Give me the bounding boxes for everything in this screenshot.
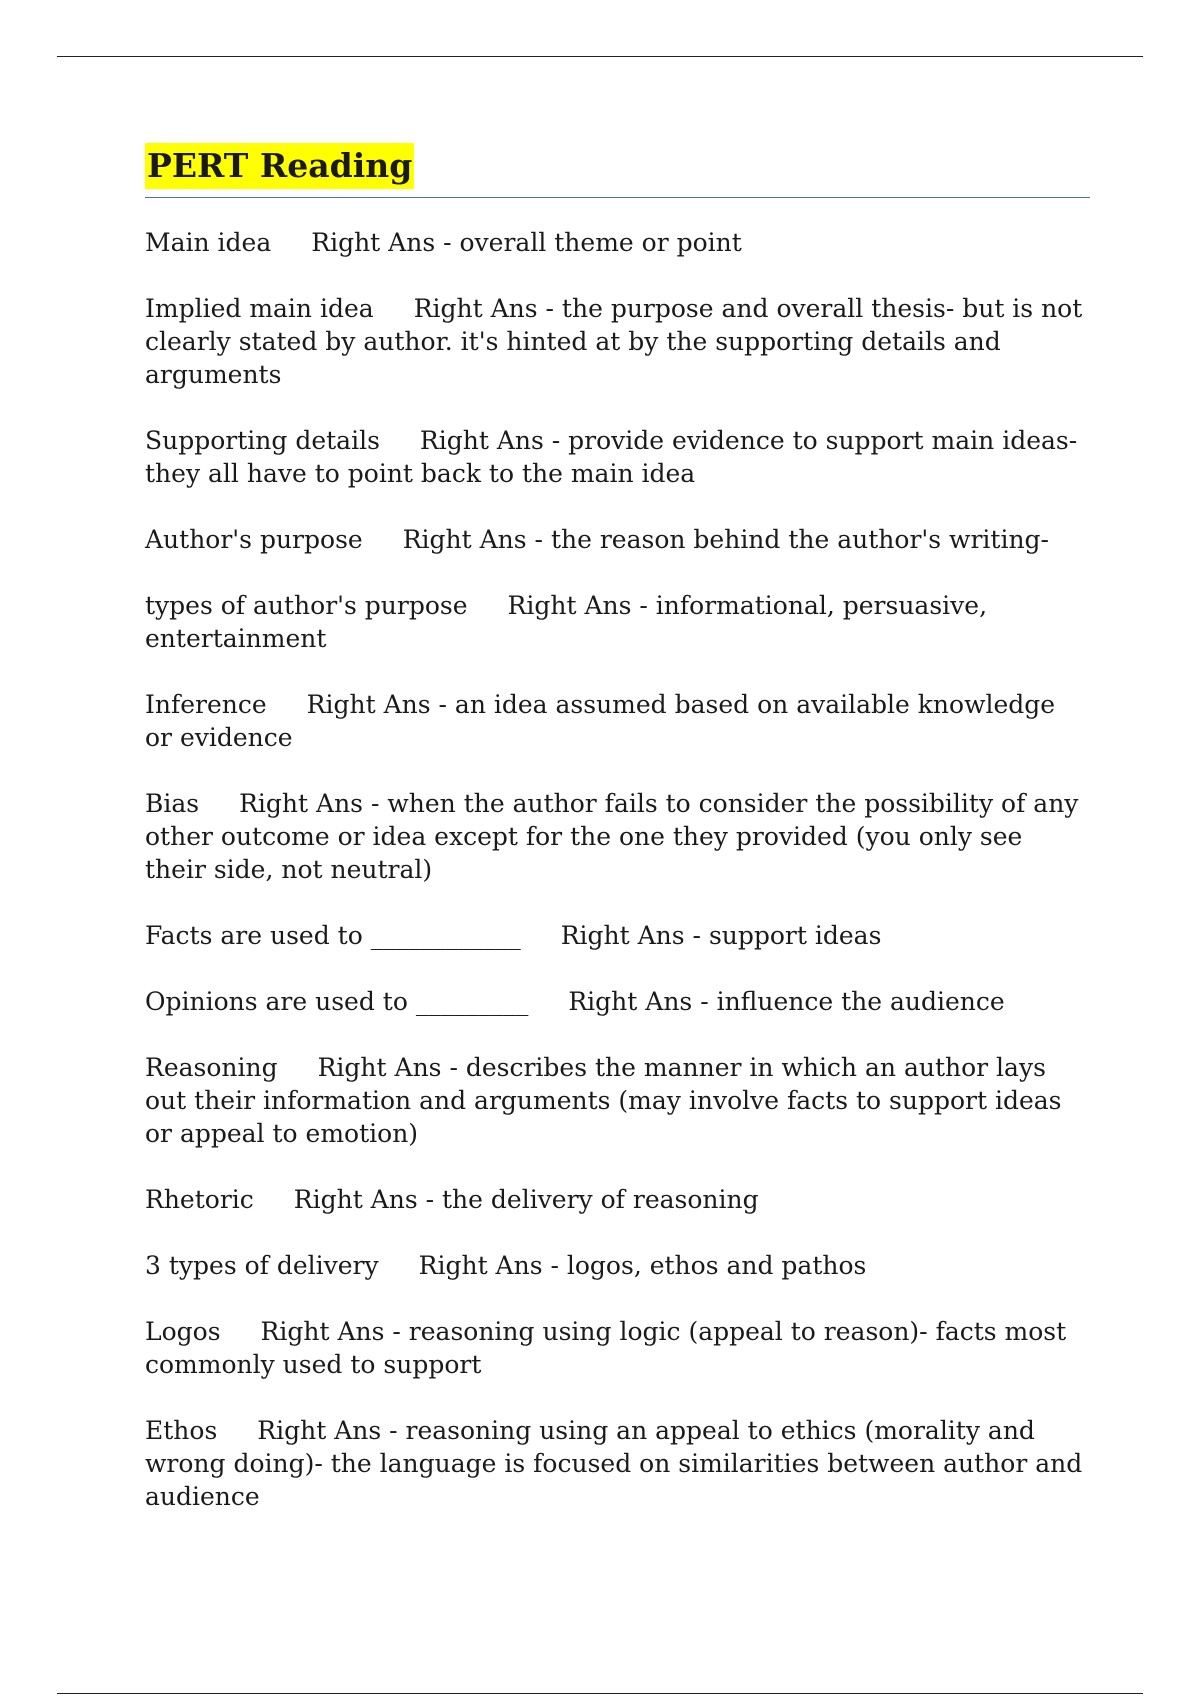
entry-term: Reasoning (145, 1053, 278, 1082)
entry-answer: Right Ans - an idea assumed based on available knowledge or evidence (145, 690, 1056, 752)
page-bottom-rule (57, 1693, 1143, 1694)
entry-answer: Right Ans - reasoning using logic (appeal to reason)- facts most commonly used to support (145, 1317, 1067, 1379)
entry-term: Main idea (145, 228, 272, 257)
entry-term: Supporting details (145, 426, 380, 455)
entry-term: Implied main idea (145, 294, 374, 323)
entry-answer: Right Ans - influence the audience (568, 987, 1005, 1016)
list-item (145, 688, 1090, 754)
entry-answer: Right Ans - reasoning using an appeal to ethics (morality and wrong doing)- the language is focused on similarities between author and audience (145, 1416, 1083, 1511)
entry-term: 3 types of delivery (145, 1251, 379, 1280)
entry-term: Rhetoric (145, 1185, 254, 1214)
entry-answer: Right Ans - overall theme or point (311, 228, 742, 257)
entry-answer: Right Ans - logos, ethos and pathos (418, 1251, 867, 1280)
page-top-rule (57, 56, 1143, 57)
list-item (145, 589, 1090, 655)
entry-term: Bias (145, 789, 200, 818)
document-body (145, 143, 1090, 1546)
document-title: PERT Reading (145, 143, 414, 189)
entry-term: Author's purpose (145, 525, 363, 554)
list-item (145, 919, 1090, 952)
list-item (145, 226, 1090, 259)
entry-term: Opinions are used to _________ (145, 987, 529, 1016)
entry-term: Ethos (145, 1416, 218, 1445)
list-item (145, 1414, 1090, 1513)
list-item (145, 424, 1090, 490)
entry-answer: Right Ans - the reason behind the author's writing- (402, 525, 1049, 554)
entry-term: Logos (145, 1317, 221, 1346)
entry-answer: Right Ans - provide evidence to support main ideas- they all have to point back to the main idea (145, 426, 1078, 488)
title-block (145, 143, 1090, 198)
list-item (145, 985, 1090, 1018)
list-item (145, 1051, 1090, 1150)
list-item (145, 523, 1090, 556)
entry-answer: Right Ans - support ideas (560, 921, 882, 950)
list-item (145, 1249, 1090, 1282)
entry-answer: Right Ans - the delivery of reasoning (293, 1185, 759, 1214)
entry-term: Facts are used to ____________ (145, 921, 521, 950)
entry-term: Inference (145, 690, 267, 719)
entry-answer: Right Ans - when the author fails to consider the possibility of any other outcome or idea except for the one they provided (you only see their side, not neutral) (145, 789, 1079, 884)
entry-term: types of author's purpose (145, 591, 468, 620)
entry-answer: Right Ans - the purpose and overall thesis- but is not clearly stated by author. it's hinted at by the supporting details and arguments (145, 294, 1083, 389)
list-item (145, 1183, 1090, 1216)
list-item (145, 292, 1090, 391)
list-item (145, 1315, 1090, 1381)
entry-answer: Right Ans - describes the manner in which an author lays out their information and arguments (may involve facts to support ideas or appeal to emotion) (145, 1053, 1062, 1148)
entry-list (145, 226, 1090, 1546)
list-item (145, 787, 1090, 886)
entry-answer: Right Ans - informational, persuasive, entertainment (145, 591, 988, 653)
